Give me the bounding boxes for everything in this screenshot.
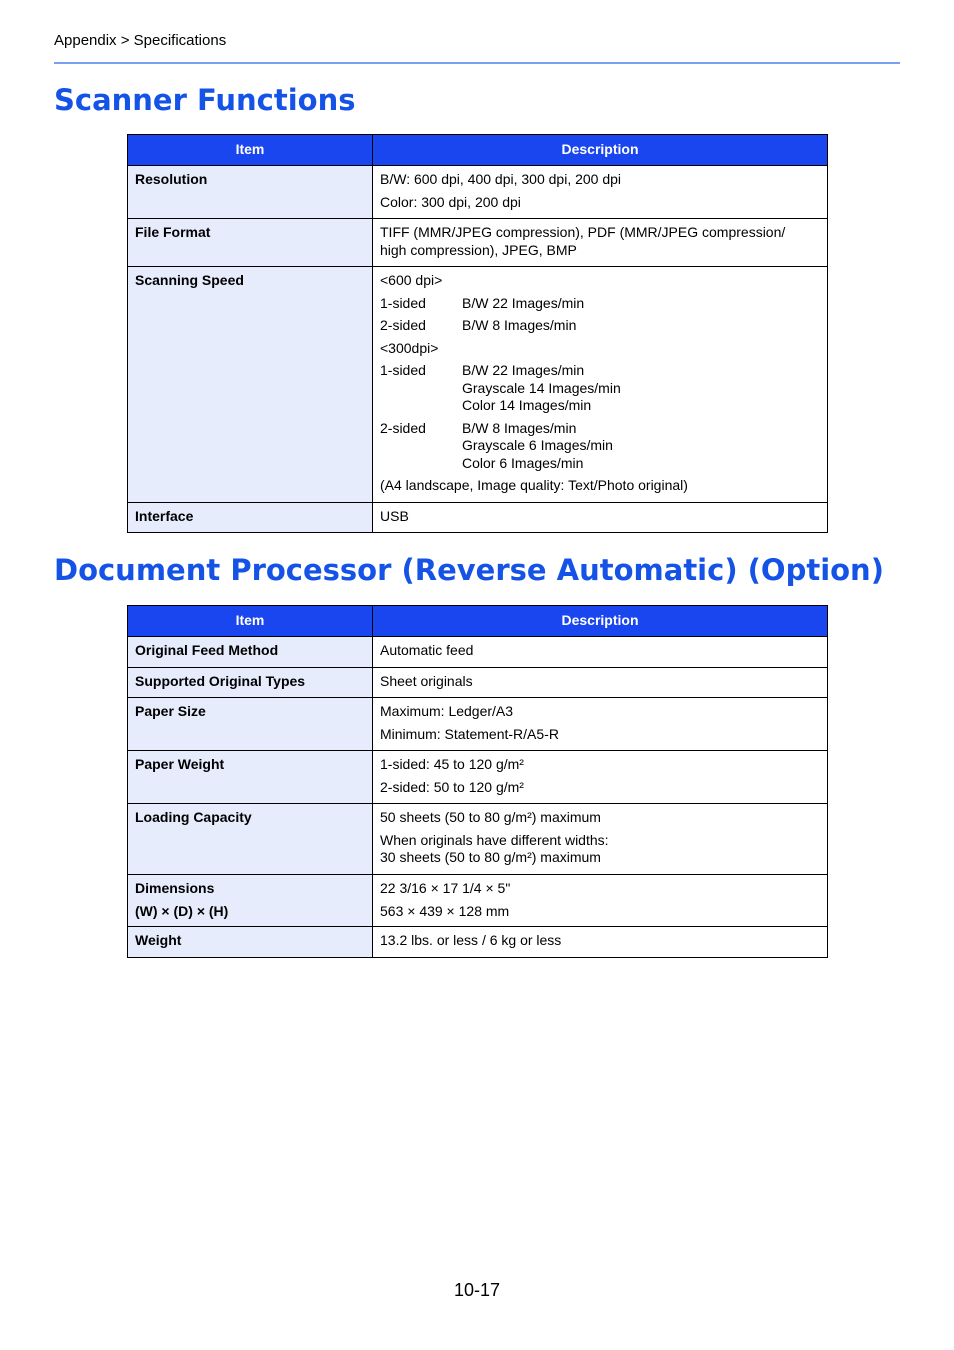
scanner-spec-table [127, 134, 828, 533]
row-value-weight: 13.2 lbs. or less / 6 kg or less [373, 927, 828, 958]
speed-value: Color 14 Images/min [462, 397, 592, 413]
row-value-file-format [373, 219, 828, 267]
speed-mode: 1-sided [380, 362, 426, 378]
capacity-line-3: 30 sheets (50 to 80 g/m²) maximum [380, 849, 601, 865]
row-label-paper-weight: Paper Weight [128, 751, 373, 804]
section-title-document-processor: Document Processor (Reverse Automatic) (Option) [54, 553, 884, 587]
row-value-feed-method: Automatic feed [373, 637, 828, 668]
speed-mode: 2-sided [380, 317, 426, 333]
speed-600-1sided [380, 295, 820, 313]
speed-value: Color 6 Images/min [462, 454, 584, 471]
file-format-line-1: TIFF (MMR/JPEG compression), PDF (MMR/JPEG compression/ [380, 224, 786, 240]
speed-value: B/W 8 Images/min [462, 419, 577, 436]
speed-mode: 2-sided [380, 419, 426, 436]
speed-value: B/W 8 Images/min [462, 317, 577, 333]
header-divider [54, 62, 900, 64]
row-value-loading-capacity [373, 804, 828, 875]
row-label-paper-size: Paper Size [128, 698, 373, 751]
table-row [128, 804, 828, 875]
dimensions-inches: 22 3/16 × 17 1/4 × 5" [380, 880, 511, 896]
paper-weight-1sided: 1-sided: 45 to 120 g/m² [380, 756, 524, 772]
speed-value: B/W 22 Images/min [462, 362, 585, 378]
row-value-resolution [373, 166, 828, 219]
table-row [128, 751, 828, 804]
dimensions-label: Dimensions [135, 880, 215, 896]
paper-size-min: Minimum: Statement-R/A5-R [380, 725, 559, 742]
row-value-dimensions [373, 875, 828, 927]
dimensions-label-sub: (W) × (D) × (H) [135, 902, 229, 919]
table-row [128, 166, 828, 219]
row-label-scanning-speed: Scanning Speed [128, 267, 373, 503]
capacity-line-1: 50 sheets (50 to 80 g/m²) maximum [380, 809, 601, 825]
table-header-row [128, 135, 828, 166]
row-label-file-format: File Format [128, 219, 373, 267]
table-row [128, 637, 828, 668]
column-header-description: Description [373, 606, 828, 637]
speed-value: Grayscale 6 Images/min [462, 437, 613, 453]
table-header-row [128, 606, 828, 637]
row-label-feed-method: Original Feed Method [128, 637, 373, 668]
row-label-resolution: Resolution [128, 166, 373, 219]
document-processor-spec-table [127, 605, 828, 958]
page-number: 10-17 [453, 1280, 501, 1300]
speed-300-1sided [380, 362, 820, 415]
breadcrumb: Appendix > Specifications [54, 32, 227, 49]
speed-mode: 1-sided [380, 294, 426, 311]
speed-value: B/W 22 Images/min [462, 294, 585, 311]
resolution-bw: B/W: 600 dpi, 400 dpi, 300 dpi, 200 dpi [380, 171, 622, 187]
capacity-line-2: When originals have different widths: [380, 831, 609, 848]
speed-300-2sided [380, 420, 820, 473]
paper-size-max: Maximum: Ledger/A3 [380, 703, 514, 719]
row-value-paper-weight [373, 751, 828, 804]
speed-600dpi-heading: <600 dpi> [380, 272, 443, 288]
table-row [128, 267, 828, 503]
row-value-scanning-speed [373, 267, 828, 503]
row-label-loading-capacity: Loading Capacity [128, 804, 373, 875]
row-value-original-types: Sheet originals [373, 668, 828, 698]
row-label-original-types: Supported Original Types [128, 668, 373, 698]
speed-600-2sided [380, 317, 820, 335]
speed-value: Grayscale 14 Images/min [462, 379, 621, 396]
column-header-item: Item [128, 135, 373, 166]
table-row [128, 503, 828, 533]
section-title-scanner: Scanner Functions [54, 83, 356, 117]
table-row [128, 698, 828, 751]
row-label-weight: Weight [128, 927, 373, 958]
table-row [128, 668, 828, 698]
table-row [128, 927, 828, 958]
resolution-color: Color: 300 dpi, 200 dpi [380, 193, 521, 210]
row-label-interface: Interface [128, 503, 373, 533]
row-value-paper-size [373, 698, 828, 751]
speed-note: (A4 landscape, Image quality: Text/Photo original) [380, 477, 688, 493]
paper-weight-2sided: 2-sided: 50 to 120 g/m² [380, 778, 524, 795]
speed-300dpi-heading: <300dpi> [380, 339, 439, 356]
table-row [128, 875, 828, 927]
column-header-description: Description [373, 135, 828, 166]
row-label-dimensions [128, 875, 373, 927]
row-value-interface: USB [373, 503, 828, 533]
table-row [128, 219, 828, 267]
file-format-line-2: high compression), JPEG, BMP [380, 241, 577, 258]
column-header-item: Item [128, 606, 373, 637]
dimensions-mm: 563 × 439 × 128 mm [380, 902, 510, 919]
